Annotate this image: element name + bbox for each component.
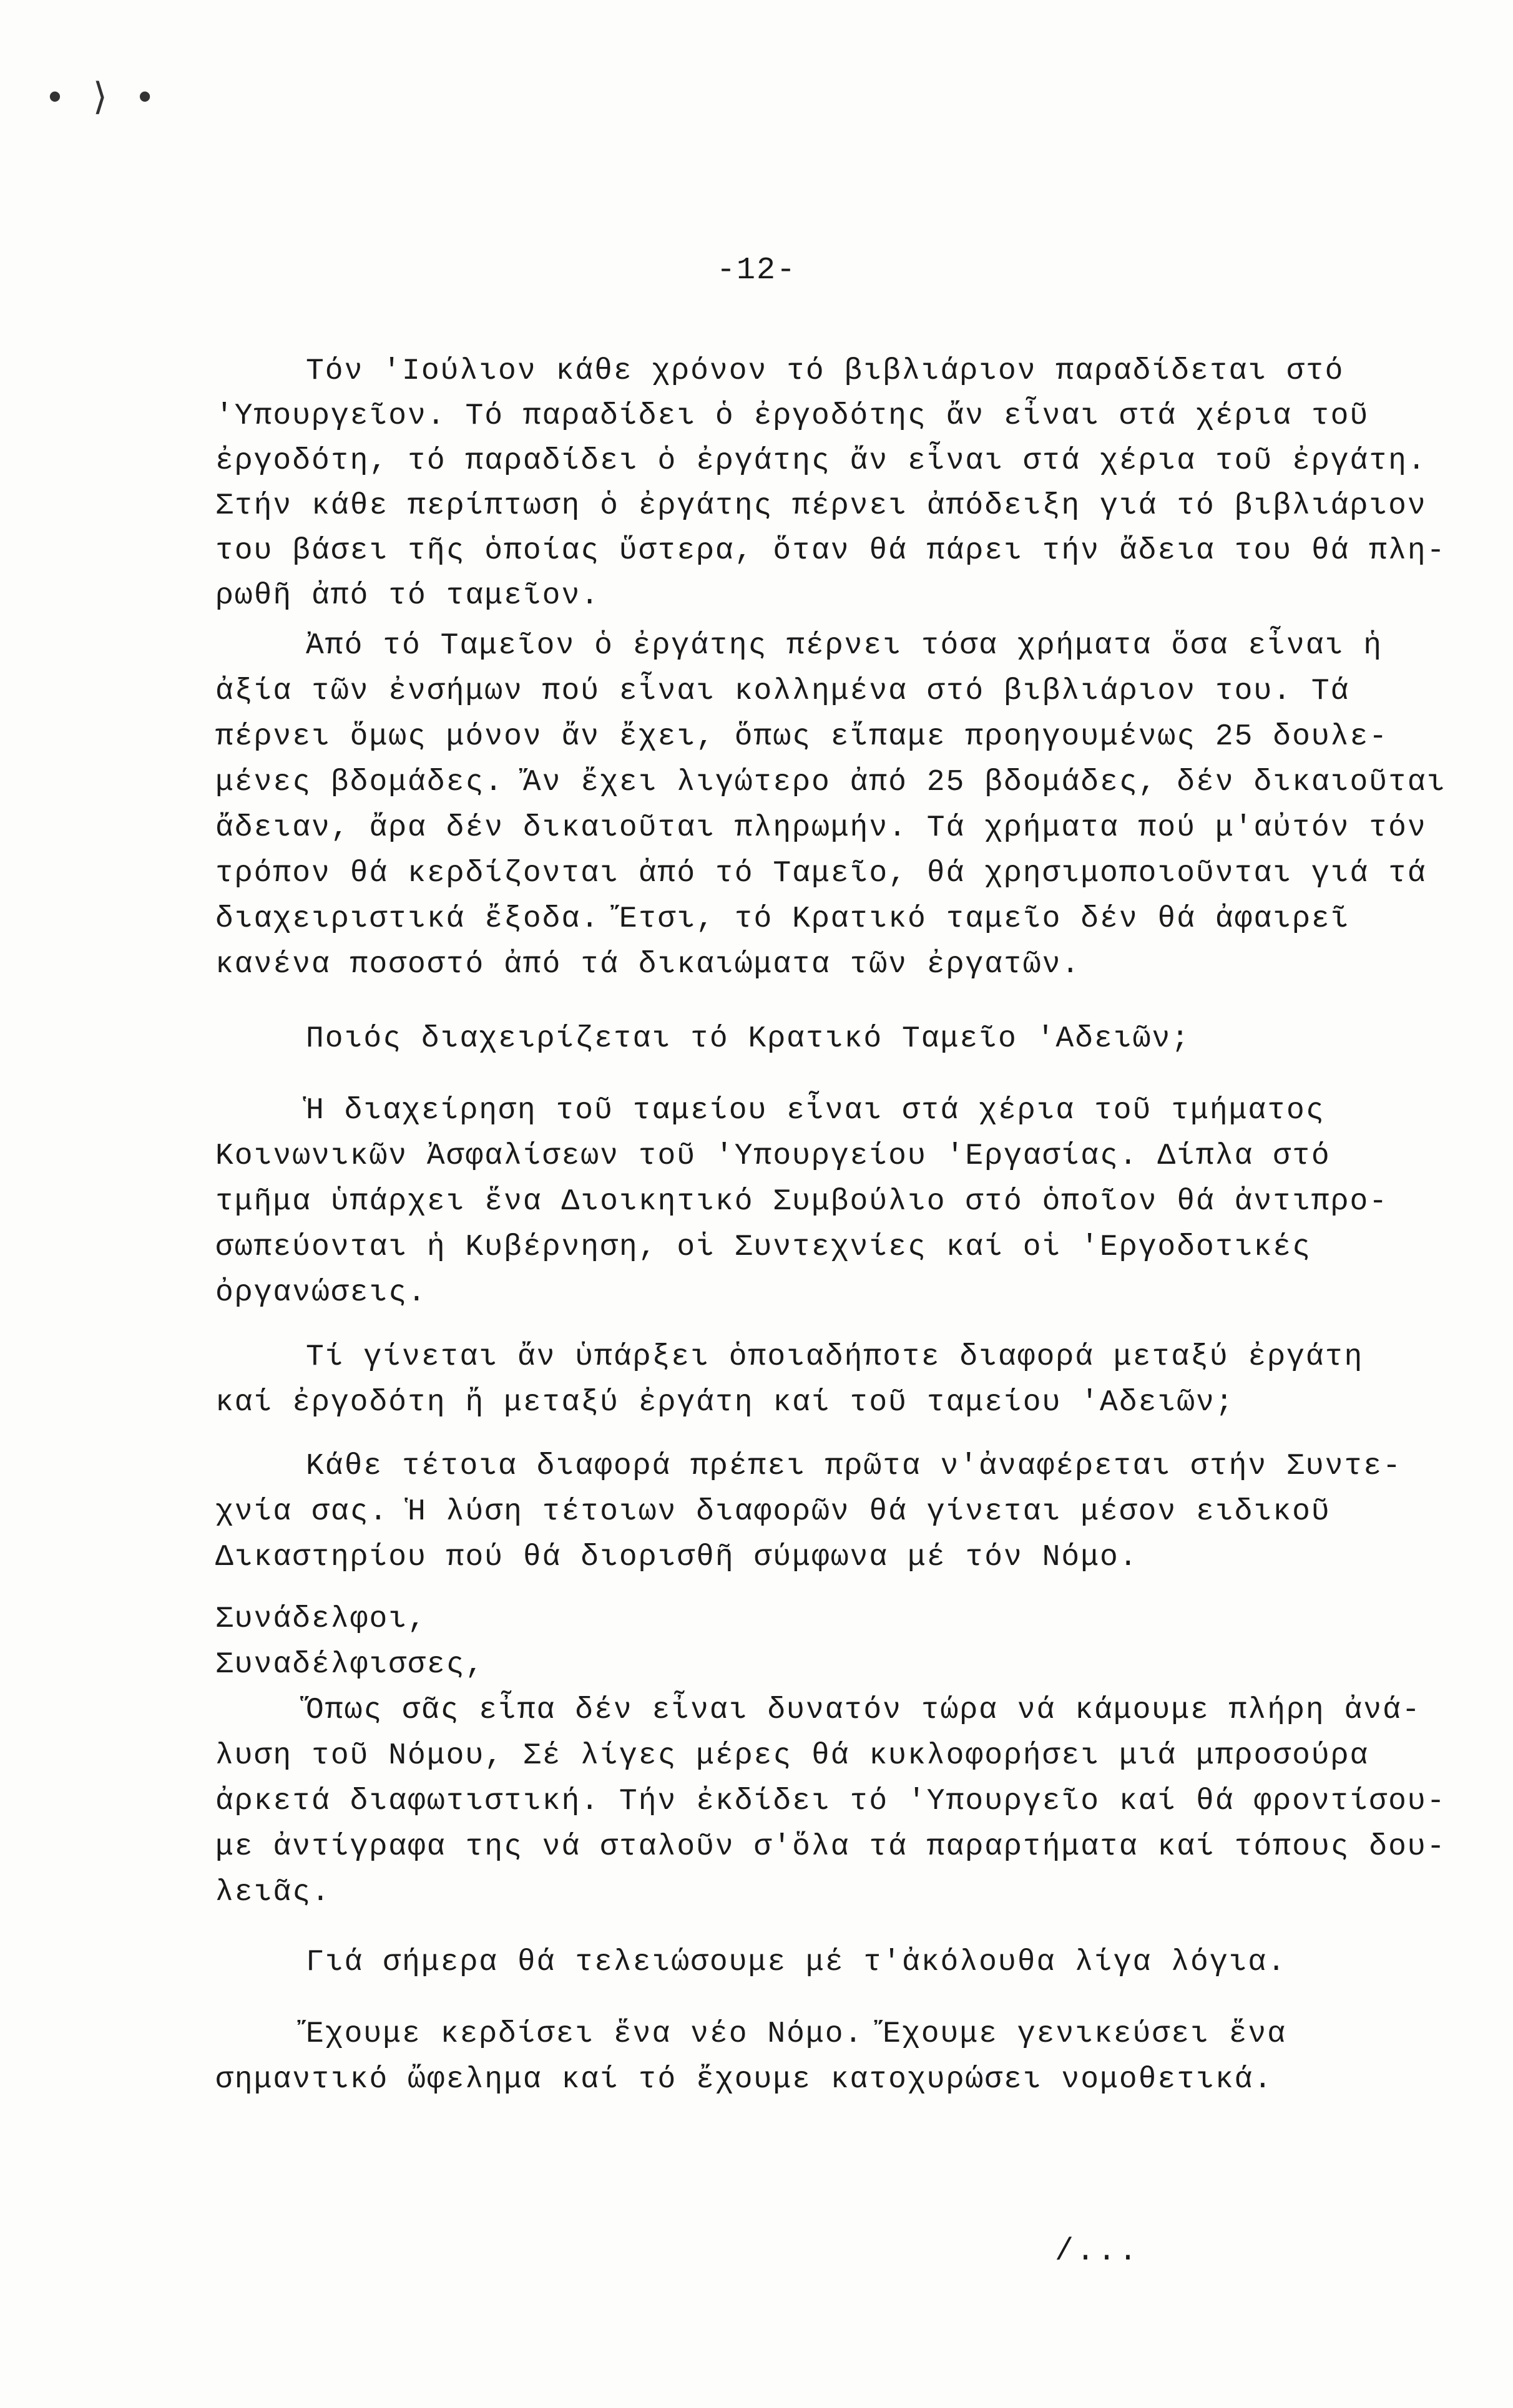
text-line: Κοινωνικῶν Ἀσφαλίσεων τοῦ 'Υπουργείου 'Εργασίας. Δίπλα στό	[215, 1139, 1331, 1173]
text-line: Δικαστηρίου πού θά διορισθῆ σύμφωνα μέ τόν Νόμο.	[215, 1541, 1138, 1574]
text-line: ὀργανώσεις.	[215, 1276, 427, 1310]
text-line: του βάσει τῆς ὁποίας ὕστερα, ὅταν θά πάρει τήν ἄδεια του θά πλη-	[215, 534, 1446, 568]
text-line: σημαντικό ὤφελημα καί τό ἔχουμε κατοχυρώσει νομοθετικά.	[215, 2063, 1273, 2097]
text-line: διαχειριστικά ἔξοδα. Ἔτσι, τό Κρατικό ταμεῖο δέν θά ἀφαιρεῖ	[215, 902, 1350, 936]
text-line: Ἔχουμε κερδίσει ἕνα νέο Νόμο. Ἔχουμε γενικεύσει ἕνα	[306, 2017, 1287, 2051]
text-line: Τόν 'Ιούλιον κάθε χρόνον τό βιβλιάριον παραδίδεται στό	[306, 354, 1344, 388]
text-line: με ἀντίγραφα της νά σταλοῦν σ'ὅλα τά παραρτήματα καί τόπους δου-	[215, 1830, 1446, 1864]
text-line: ἀξία τῶν ἐνσήμων πού εἶναι κολλημένα στό βιβλιάριον του. Τά	[215, 675, 1350, 708]
text-line: τμῆμα ὑπάρχει ἕνα Διοικητικό Συμβούλιο στό ὁποῖον θά ἀντιπρο-	[215, 1185, 1389, 1219]
section-question: Ποιός διαχειρίζεται τό Κρατικό Ταμεῖο 'Αδειῶν;	[306, 1022, 1191, 1056]
continuation-mark: /...	[1055, 2234, 1140, 2269]
salutation: Συνάδελφοι,	[215, 1602, 427, 1636]
page-number: -12-	[716, 253, 797, 288]
text-line: μένες βδομάδες. Ἄν ἔχει λιγώτερο ἀπό 25 βδομάδες, δέν δικαιοῦται	[215, 766, 1446, 799]
text-line: Στήν κάθε περίπτωση ὁ ἐργάτης πέρνει ἀπόδειξη γιά τό βιβλιάριον	[215, 489, 1427, 523]
text-line: ἄδειαν, ἄρα δέν δικαιοῦται πληρωμήν. Τά χρήματα πού μ'αὐτόν τόν	[215, 811, 1427, 845]
text-line: λυση τοῦ Νόμου, Σέ λίγες μέρες θά κυκλοφορήσει μιά μπροσούρα	[215, 1739, 1369, 1773]
text-line: χνία σας. Ἡ λύση τέτοιων διαφορῶν θά γίνεται μέσον ειδικοῦ	[215, 1495, 1331, 1529]
text-line: ἀρκετά διαφωτιστική. Τήν ἐκδίδει τό 'Υπουργεῖο καί θά φροντίσου-	[215, 1785, 1446, 1818]
text-line: κανένα ποσοστό ἀπό τά δικαιώματα τῶν ἐργατῶν.	[215, 948, 1081, 982]
text-line: Ἡ διαχείρηση τοῦ ταμείου εἶναι στά χέρια τοῦ τμήματος	[306, 1094, 1325, 1128]
text-line: πέρνει ὅμως μόνον ἄν ἔχει, ὅπως εἴπαμε προηγουμένως 25 δουλε-	[215, 720, 1389, 754]
text-line: Ὅπως σᾶς εἶπα δέν εἶναι δυνατόν τώρα νά κάμουμε πλήρη ἀνά-	[306, 1694, 1421, 1727]
text-line: τρόπον θά κερδίζονται ἀπό τό Ταμεῖο, θά χρησιμοποιοῦνται γιά τά	[215, 857, 1427, 890]
text-line: Γιά σήμερα θά τελειώσουμε μέ τ'ἀκόλουθα λίγα λόγια.	[306, 1946, 1287, 1979]
salutation: Συναδέλφισσες,	[215, 1648, 485, 1682]
text-line: Κάθε τέτοια διαφορά πρέπει πρῶτα ν'ἀναφέρεται στήν Συντε-	[306, 1450, 1402, 1483]
text-line: Ἀπό τό Ταμεῖον ὁ ἐργάτης πέρνει τόσα χρήματα ὅσα εἶναι ἡ	[306, 629, 1383, 663]
section-question: Τί γίνεται ἄν ὑπάρξει ὁποιαδήποτε διαφορά μεταξύ ἐργάτη	[306, 1340, 1364, 1374]
margin-marks: • ⟩ •	[44, 79, 157, 121]
text-line: λειᾶς.	[215, 1876, 331, 1909]
section-question: καί ἐργοδότη ἤ μεταξύ ἐργάτη καί τοῦ ταμείου 'Αδειῶν;	[215, 1386, 1235, 1420]
text-line: ρωθῆ ἀπό τό ταμεῖον.	[215, 579, 600, 613]
text-line: σωπεύονται ἡ Κυβέρνηση, οἱ Συντεχνίες καί οἱ 'Εργοδοτικές	[215, 1231, 1311, 1264]
text-line: ἐργοδότη, τό παραδίδει ὁ ἐργάτης ἄν εἶναι στά χέρια τοῦ ἐργάτη.	[215, 444, 1427, 478]
text-line: 'Υπουργεῖον. Τό παραδίδει ὁ ἐργοδότης ἄν εἶναι στά χέρια τοῦ	[215, 399, 1369, 433]
